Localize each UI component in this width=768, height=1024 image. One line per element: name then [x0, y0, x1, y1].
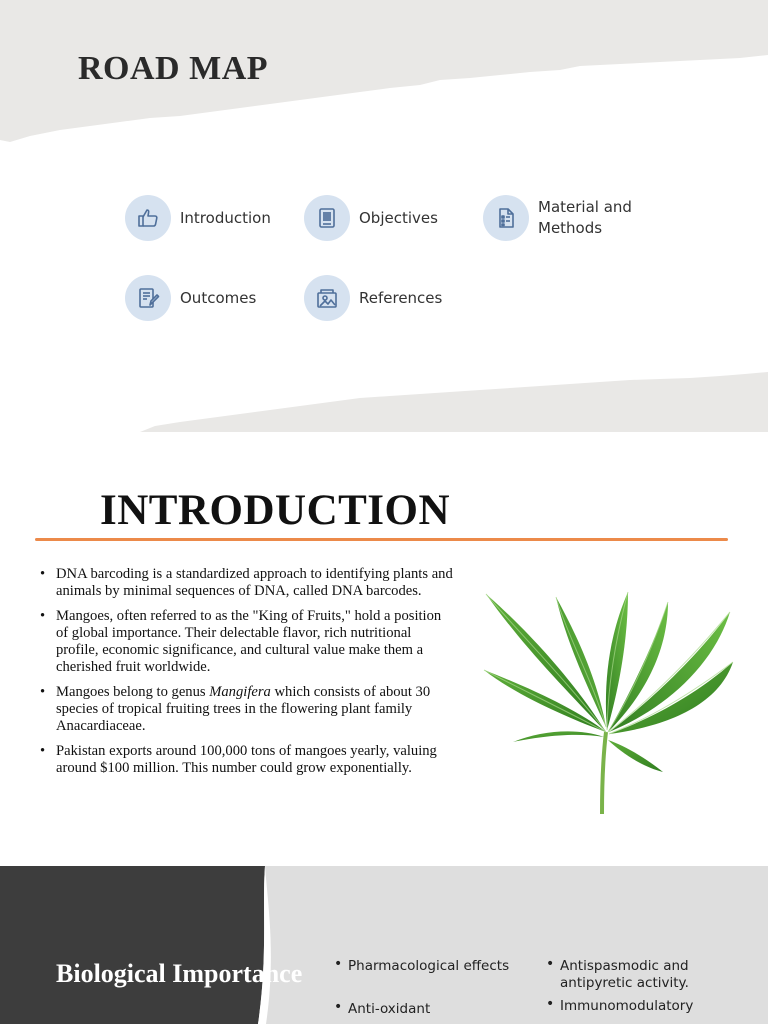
torn-paper-bottom — [0, 370, 768, 432]
bullet-item: • Pharmacological effects — [334, 958, 528, 975]
roadmap-item-introduction[interactable] — [125, 195, 290, 241]
bullet-text: Mangoes belong to genus — [56, 684, 210, 700]
book-icon — [304, 195, 350, 241]
roadmap-item-outcomes[interactable] — [125, 275, 290, 321]
introduction-bullets — [40, 566, 455, 785]
title-underline — [35, 538, 728, 541]
edit-document-icon — [125, 275, 171, 321]
bullet-item — [40, 684, 455, 735]
bullet-item: • Antispasmodic and antipyretic activity. — [546, 958, 735, 992]
list-document-icon — [483, 195, 529, 241]
roadmap-item-references[interactable] — [304, 275, 469, 321]
genus-name: Mangifera — [209, 684, 271, 700]
bullet-item: • Mangoes, often referred to as the "King of Fruits," hold a position of global importance. Their delectable flavor, rich nutritional profile, economic significance, and cultural value make them a cherished fruit worldwide. — [40, 608, 455, 676]
roadmap-label: Material and Methods — [538, 198, 632, 237]
thumbs-up-icon — [125, 195, 171, 241]
roadmap-item-objectives[interactable] — [304, 195, 469, 241]
roadmap-label: Objectives — [359, 208, 438, 227]
roadmap-label: References — [359, 288, 443, 307]
bullet-item: • Immunomodulatory — [546, 998, 735, 1015]
introduction-title: INTRODUCTION — [100, 487, 451, 534]
biological-importance-slide — [0, 866, 768, 1024]
bullet-item: • Pakistan exports around 100,000 tons of mangoes yearly, valuing around $100 million. This number could grow exponentially. — [40, 743, 455, 777]
mango-leaf-image — [478, 582, 738, 817]
bullet-item: • Anti-oxidant — [334, 1001, 528, 1018]
roadmap-label: Introduction — [180, 208, 271, 227]
roadmap-slide — [0, 0, 768, 432]
biological-title: Biological Importance — [56, 959, 303, 988]
bullet-text: which consists of about 30 species of tropical fruiting trees in the flowering plant family Anacardiaceae. — [56, 684, 431, 734]
introduction-slide — [0, 432, 768, 866]
roadmap-label: Outcomes — [180, 288, 257, 307]
roadmap-title: ROAD MAP — [78, 50, 269, 87]
bullet-item: • DNA barcoding is a standardized approach to identifying plants and animals by minimal sequences of DNA, called DNA barcodes. — [40, 566, 455, 600]
roadmap-item-material-and-methods[interactable] — [483, 195, 648, 241]
photo-folder-icon — [304, 275, 350, 321]
